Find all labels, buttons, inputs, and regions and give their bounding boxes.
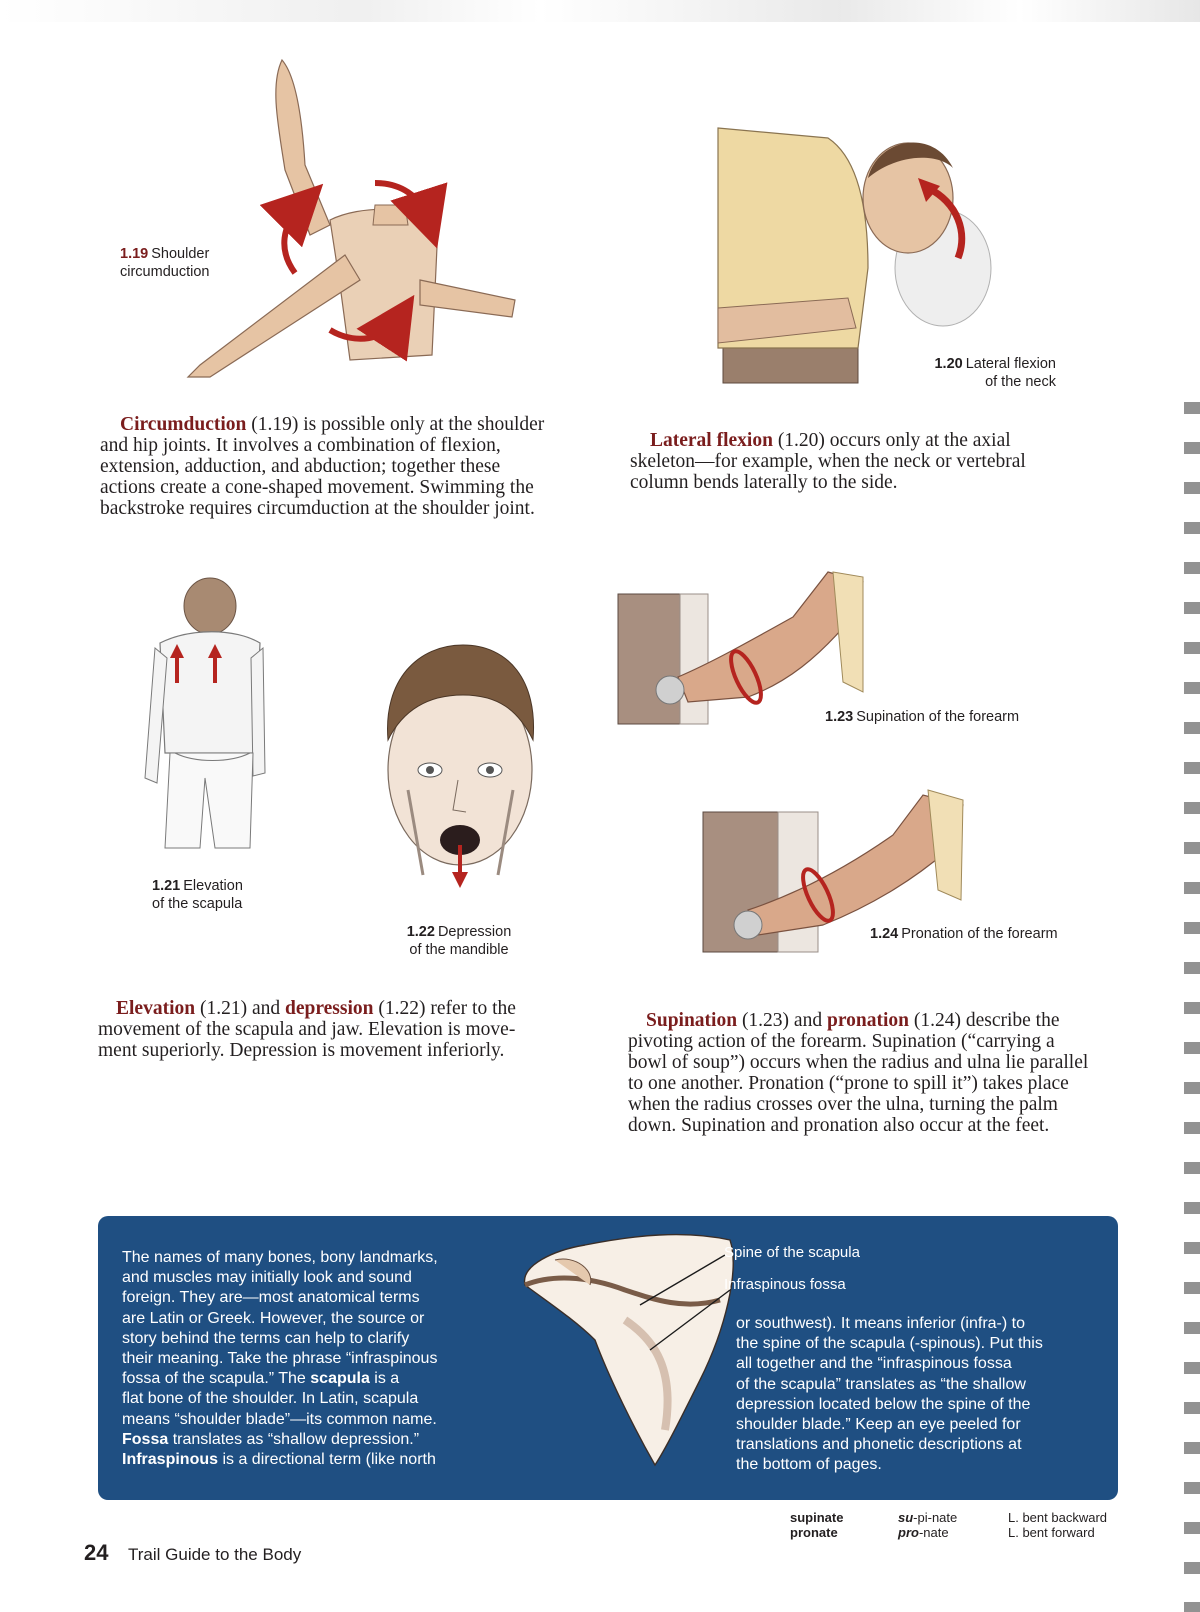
text-line: foreign. They are—most anatomical terms <box>122 1289 420 1307</box>
text-line: ment superiorly. Depression is movement inferiorly. <box>98 1040 505 1061</box>
text-line: depression located below the spine of the <box>736 1395 1031 1413</box>
figure-number: 1.20 <box>934 356 963 372</box>
term-elevation: Elevation <box>116 998 196 1019</box>
text-fragment: (1.23) and <box>737 1010 827 1031</box>
figure-number: 1.19 <box>120 246 149 262</box>
text-line: (1.19) is possible only at the shoulder <box>246 414 545 435</box>
text-line: means “shoulder blade”—its common name. <box>122 1410 437 1428</box>
info-box-left-text <box>122 1248 502 1470</box>
pronunciation-words <box>790 1510 843 1540</box>
figure-1-24-caption <box>870 925 1058 943</box>
paragraph-circumduction <box>100 414 580 519</box>
text-line: shoulder blade.” Keep an eye peeled for <box>736 1416 1021 1434</box>
page-top-shadow <box>0 0 1200 22</box>
meaning: L. bent forward <box>1008 1525 1095 1540</box>
text-fragment: (1.21) and <box>195 998 285 1019</box>
text-line: down. Supination and pronation also occur at the feet. <box>628 1115 1050 1136</box>
text-line: of the scapula” translates as “the shallow <box>736 1375 1026 1393</box>
term-lateral-flexion: Lateral flexion <box>650 430 773 451</box>
info-box-right-text <box>736 1314 1106 1476</box>
term-pronation: pronation <box>826 1010 909 1031</box>
text-fragment: fossa of the scapula.” The <box>122 1370 311 1388</box>
term-depression: depression <box>285 998 374 1019</box>
paragraph-elevation-depression <box>98 998 568 1061</box>
word: pronate <box>790 1525 838 1540</box>
text-line: actions create a cone-shaped movement. Swimming the <box>100 477 534 498</box>
figure-1-20-caption <box>930 355 1056 391</box>
text-line: to one another. Pronation (“prone to spill it”) takes place <box>628 1073 1069 1094</box>
paragraph-supination-pronation <box>628 1010 1108 1136</box>
figure-1-21-caption <box>152 877 243 913</box>
label-infraspinous-fossa: Infraspinous fossa <box>724 1276 846 1293</box>
text-line: backstroke requires circumduction at the shoulder joint. <box>100 498 535 519</box>
text-line: and muscles may initially look and sound <box>122 1269 412 1287</box>
term-scapula: scapula <box>310 1370 370 1388</box>
lateral-flexion-illustration <box>718 118 998 388</box>
text-fragment: translates as “shallow depression.” <box>168 1430 420 1448</box>
term-supination: Supination <box>646 1010 738 1031</box>
page-number: 24 <box>84 1540 109 1565</box>
text-line: movement of the scapula and jaw. Elevation is move- <box>98 1019 516 1040</box>
caption-text: Shoulder <box>151 246 210 262</box>
caption-text: Pronation of the forearm <box>901 926 1058 942</box>
syllables: -nate <box>918 1525 949 1540</box>
caption-text: Depression <box>437 924 512 940</box>
text-line: column bends laterally to the side. <box>630 472 898 493</box>
caption-text: of the scapula <box>152 896 243 912</box>
spiral-binding <box>1184 380 1200 1612</box>
figure-1-22-caption <box>400 923 518 959</box>
caption-text: of the mandible <box>409 942 509 958</box>
text-line: are Latin or Greek. However, the source or <box>122 1309 425 1327</box>
figure-number: 1.23 <box>825 709 854 725</box>
figure-1-23-caption <box>825 708 1019 726</box>
text-fragment: is a directional term (like north <box>218 1451 436 1469</box>
book-title: Trail Guide to the Body <box>128 1545 302 1564</box>
scapula-elevation-illustration <box>135 578 270 858</box>
figure-1-19-caption <box>120 245 209 281</box>
text-line: pivoting action of the forearm. Supination (“carrying a <box>628 1031 1055 1052</box>
caption-text: Supination of the forearm <box>856 709 1020 725</box>
scapula-bone-illustration <box>515 1230 765 1470</box>
caption-text: circumduction <box>120 264 210 280</box>
figure-number: 1.24 <box>870 926 899 942</box>
term-infraspinous: Infraspinous <box>122 1451 219 1469</box>
text-line: and hip joints. It involves a combination of flexion, <box>100 435 501 456</box>
text-line: when the radius crosses over the ulna, turning the palm <box>628 1094 1058 1115</box>
text-line: or southwest). It means inferior (infra-) to <box>736 1315 1025 1332</box>
paragraph-lateral-flexion <box>630 430 1060 493</box>
text-line: bowl of soup”) occurs when the radius and ulna lie parallel <box>628 1052 1089 1073</box>
stressed-syllable: pro <box>898 1525 919 1540</box>
caption-text: of the neck <box>985 374 1056 390</box>
pronunciation-phonetics <box>898 1510 957 1540</box>
meaning: L. bent backward <box>1008 1510 1108 1525</box>
caption-text: Lateral flexion <box>965 356 1056 372</box>
text-line: skeleton—for example, when the neck or vertebral <box>630 451 1026 472</box>
caption-text: Elevation <box>183 878 243 894</box>
text-line: extension, adduction, and abduction; together these <box>100 456 501 477</box>
term-circumduction: Circumduction <box>120 414 247 435</box>
text-line: (1.20) occurs only at the axial <box>772 430 1011 451</box>
figure-number: 1.21 <box>152 878 181 894</box>
text-line: story behind the terms can help to clarify <box>122 1329 410 1347</box>
stressed-syllable: su <box>898 1510 914 1525</box>
shoulder-circumduction-illustration <box>170 55 530 395</box>
text-fragment: is a <box>369 1370 400 1388</box>
text-fragment: (1.22) refer to the <box>373 998 516 1019</box>
syllables: -pi-nate <box>913 1510 958 1525</box>
text-line: translations and phonetic descriptions at <box>736 1436 1022 1454</box>
label-spine-of-scapula: Spine of the scapula <box>724 1244 860 1261</box>
text-fragment: (1.24) describe the <box>908 1010 1060 1031</box>
figure-number: 1.22 <box>406 924 435 940</box>
text-line: the spine of the scapula (-spinous). Put this <box>736 1335 1043 1353</box>
text-line: The names of many bones, bony landmarks, <box>122 1249 438 1266</box>
mandible-depression-illustration <box>378 640 543 900</box>
word: supinate <box>790 1510 844 1525</box>
text-line: their meaning. Take the phrase “infraspinous <box>122 1350 438 1368</box>
text-line: all together and the “infraspinous fossa <box>736 1355 1012 1373</box>
pronunciation-meanings <box>1008 1510 1107 1540</box>
text-line: flat bone of the shoulder. In Latin, scapula <box>122 1390 419 1408</box>
text-line: the bottom of pages. <box>736 1456 882 1474</box>
term-fossa: Fossa <box>122 1430 169 1448</box>
